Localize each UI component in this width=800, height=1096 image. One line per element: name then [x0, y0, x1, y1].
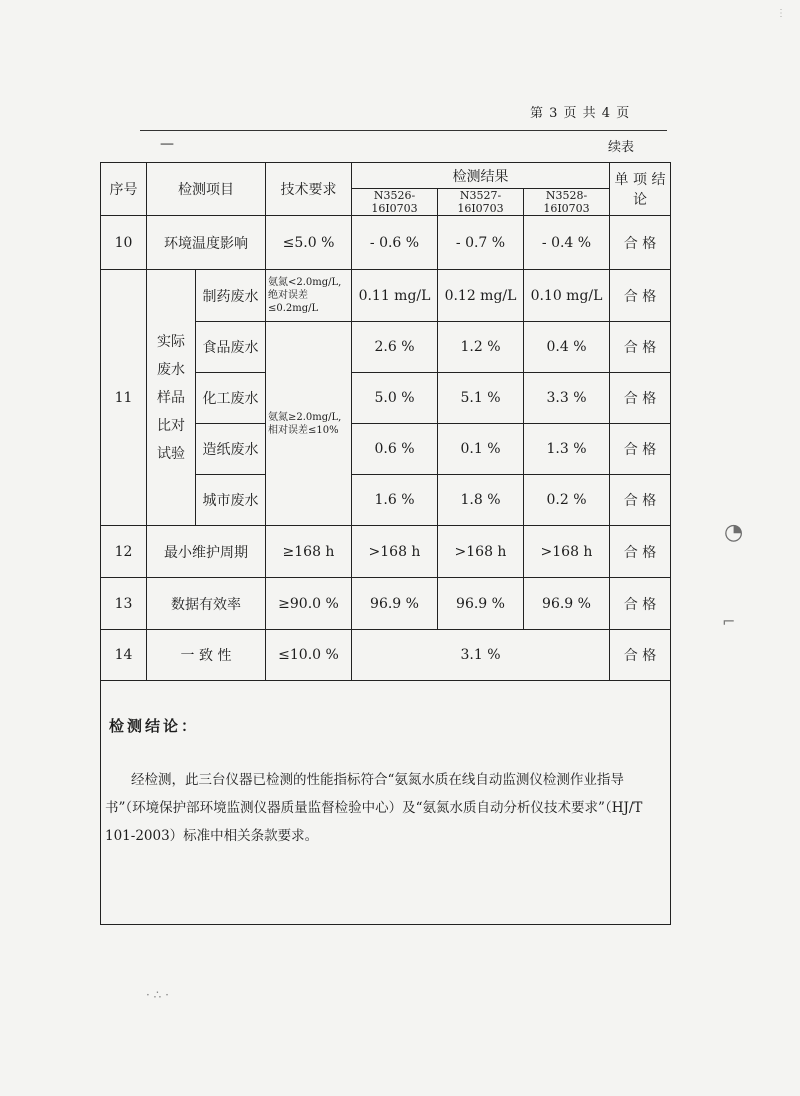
scan-mark-icon: ⌐	[722, 612, 736, 631]
scan-speck-icon: ⋮	[776, 8, 786, 19]
table-row	[101, 526, 671, 578]
row-value: 0.1 %	[438, 424, 524, 475]
subrow-name: 食品废水	[196, 322, 266, 373]
header-conclusion: 单 项 结 论	[610, 163, 671, 216]
row-value: 0.4 %	[524, 322, 610, 373]
row-conclusion: 合 格	[610, 322, 671, 373]
row-value: 96.9 %	[352, 578, 438, 630]
row-value: 1.3 %	[524, 424, 610, 475]
row-value: 0.12 mg/L	[438, 270, 524, 322]
page-number: 第 3 页 共 4 页	[530, 106, 631, 121]
row-value: 0.10 mg/L	[524, 270, 610, 322]
row-value: - 0.6 %	[352, 216, 438, 270]
row-item: 一 致 性	[147, 630, 266, 681]
requirement-high: 氨氮≥2.0mg/L, 相对误差≤10%	[266, 322, 352, 526]
row-value: 3.3 %	[524, 373, 610, 424]
row-conclusion: 合 格	[610, 630, 671, 681]
row-item: 实际废水样品比对试验	[147, 270, 196, 526]
row-value: 96.9 %	[524, 578, 610, 630]
row-conclusion: 合 格	[610, 270, 671, 322]
row-no: 13	[101, 578, 147, 630]
instrument-3: N3528-16I0703	[524, 189, 610, 216]
row-value: >168 h	[524, 526, 610, 578]
continued-label: 续表	[608, 140, 635, 155]
table-row	[101, 270, 671, 322]
header-no: 序号	[101, 163, 147, 216]
row-value: - 0.7 %	[438, 216, 524, 270]
row-conclusion: 合 格	[610, 216, 671, 270]
row-value: 2.6 %	[352, 322, 438, 373]
row-value: 96.9 %	[438, 578, 524, 630]
row-value: 0.2 %	[524, 475, 610, 526]
row-value: 1.6 %	[352, 475, 438, 526]
subrow-name: 制药废水	[196, 270, 266, 322]
conclusion-row	[101, 681, 671, 925]
row-no: 10	[101, 216, 147, 270]
subrow-name: 造纸废水	[196, 424, 266, 475]
row-item: 最小维护周期	[147, 526, 266, 578]
row-no: 12	[101, 526, 147, 578]
instrument-2: N3527-16I0703	[438, 189, 524, 216]
scan-mark-icon: ◔	[724, 520, 744, 545]
row-value: 1.8 %	[438, 475, 524, 526]
row-value: 0.6 %	[352, 424, 438, 475]
subrow-name: 化工废水	[196, 373, 266, 424]
row-conclusion: 合 格	[610, 373, 671, 424]
row-value: 5.0 %	[352, 373, 438, 424]
instrument-1: N3526-16I0703	[352, 189, 438, 216]
header-results: 检测结果	[352, 163, 610, 189]
row-value: 1.2 %	[438, 322, 524, 373]
row-item: 环境温度影响	[147, 216, 266, 270]
row-no: 14	[101, 630, 147, 681]
results-table	[100, 162, 671, 925]
subrow-name: 城市废水	[196, 475, 266, 526]
row-value: 0.11 mg/L	[352, 270, 438, 322]
row-requirement: ≥90.0 %	[266, 578, 352, 630]
row-requirement: ≥168 h	[266, 526, 352, 578]
row-value: - 0.4 %	[524, 216, 610, 270]
row-conclusion: 合 格	[610, 424, 671, 475]
header-requirement: 技术要求	[266, 163, 352, 216]
row-no: 11	[101, 270, 147, 526]
conclusion-title: 检测结论：	[109, 717, 200, 735]
header-row-1	[101, 163, 671, 189]
row-conclusion: 合 格	[610, 475, 671, 526]
header-item: 检测项目	[147, 163, 266, 216]
conclusion-cell	[101, 681, 671, 925]
table-row	[101, 216, 671, 270]
row-requirement: ≤10.0 %	[266, 630, 352, 681]
row-value: >168 h	[352, 526, 438, 578]
row-requirement: ≤5.0 %	[266, 216, 352, 270]
conclusion-text: 经检测，此三台仪器已检测的性能指标符合“氨氮水质在线自动监测仪检测作业指导书”（环境保护部环境监测仪器质量监督检验中心）及“氨氮水质自动分析仪技术要求”（HJ/T 101-2003）标准中相关条款要求。	[105, 772, 643, 844]
row-value: 3.1 %	[352, 630, 610, 681]
requirement-low: 氨氮<2.0mg/L, 绝对误差≤0.2mg/L	[266, 270, 352, 322]
row-conclusion: 合 格	[610, 578, 671, 630]
table-row	[101, 630, 671, 681]
header-rule	[140, 130, 667, 131]
header-dash: —	[160, 136, 174, 152]
row-item: 数据有效率	[147, 578, 266, 630]
row-conclusion: 合 格	[610, 526, 671, 578]
row-value: >168 h	[438, 526, 524, 578]
row-value: 5.1 %	[438, 373, 524, 424]
scan-speck-icon: · ∴ ·	[146, 988, 169, 1002]
table-row	[101, 578, 671, 630]
